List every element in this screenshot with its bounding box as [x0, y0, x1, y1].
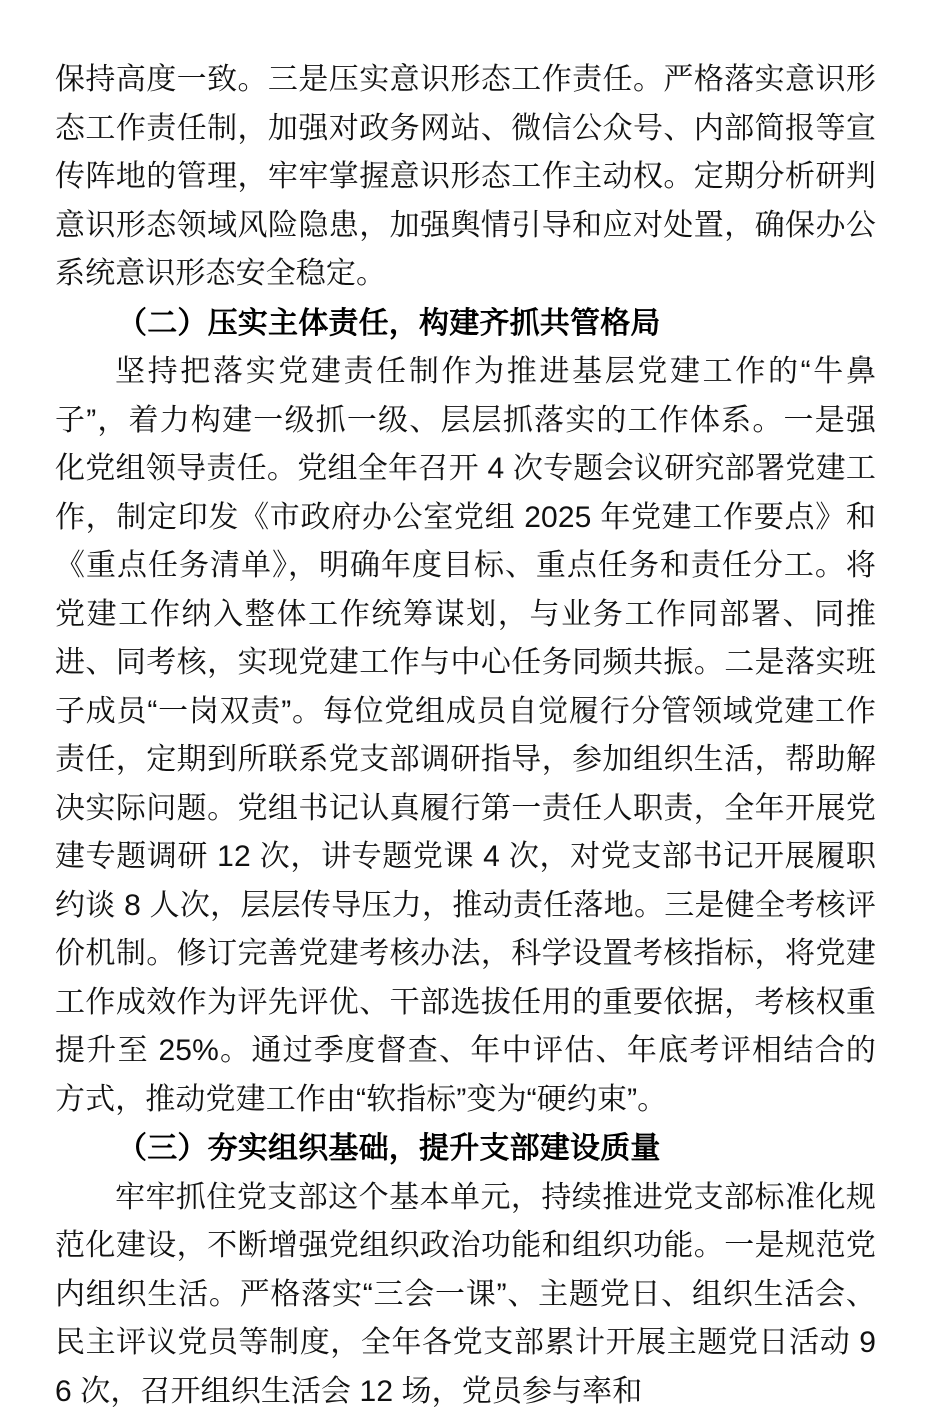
paragraph-section-two-body: 坚持把落实党建责任制作为推进基层党建工作的“牛鼻子”，着力构建一级抓一级、层层抓落实的工作体系。一是强化党组领导责任。党组全年召开 4 次专题会议研究部署党建工作，制定印发《市政府办公室党组 2025 年党建工作要点》和《重点任务清单》，明确年度目标、重点任务和责任分工。将党建工作纳入整体工作统筹谋划，与业务工作同部署、同推进、同考核，实现党建工作与中心任务同频共振。二是落实班子成员“一岗双责”。每位党组成员自觉履行分管领域党建工作责任，定期到所联系党支部调研指导，参加组织生活，帮助解决实际问题。党组书记认真履行第一责任人职责，全年开展党建专题调研 12 次，讲专题党课 4 次，对党支部书记开展履职约谈 8 人次，层层传导压力，推动责任落地。三是健全考核评价机制。修订完善党建考核办法，科学设置考核指标，将党建工作成效作为评先评优、干部选拔任用的重要依据，考核权重提升至 25%。通过季度督查、年中评估、年底考评相结合的方式，推动党建工作由“软指标”变为“硬约束”。 [55, 348, 876, 1124]
paragraph-continuation: 保持高度一致。三是压实意识形态工作责任。严格落实意识形态工作责任制，加强对政务网站、微信公众号、内部简报等宣传阵地的管理，牢牢掌握意识形态工作主动权。定期分析研判意识形态领域风险隐患，加强舆情引导和应对处置，确保办公系统意识形态安全稳定。 [55, 56, 876, 299]
section-heading-two: （二）压实主体责任，构建齐抓共管格局 [55, 300, 876, 349]
paragraph-section-three-body: 牢牢抓住党支部这个基本单元，持续推进党支部标准化规范化建设，不断增强党组织政治功能和组织功能。一是规范党内组织生活。严格落实“三会一课”、主题党日、组织生活会、民主评议党员等制度，全年各党支部累计开展主题党日活动 96 次，召开组织生活会 12 场，党员参与率和 [55, 1174, 876, 1416]
section-heading-three: （三）夯实组织基础，提升支部建设质量 [55, 1125, 876, 1174]
document-body [55, 56, 876, 1416]
